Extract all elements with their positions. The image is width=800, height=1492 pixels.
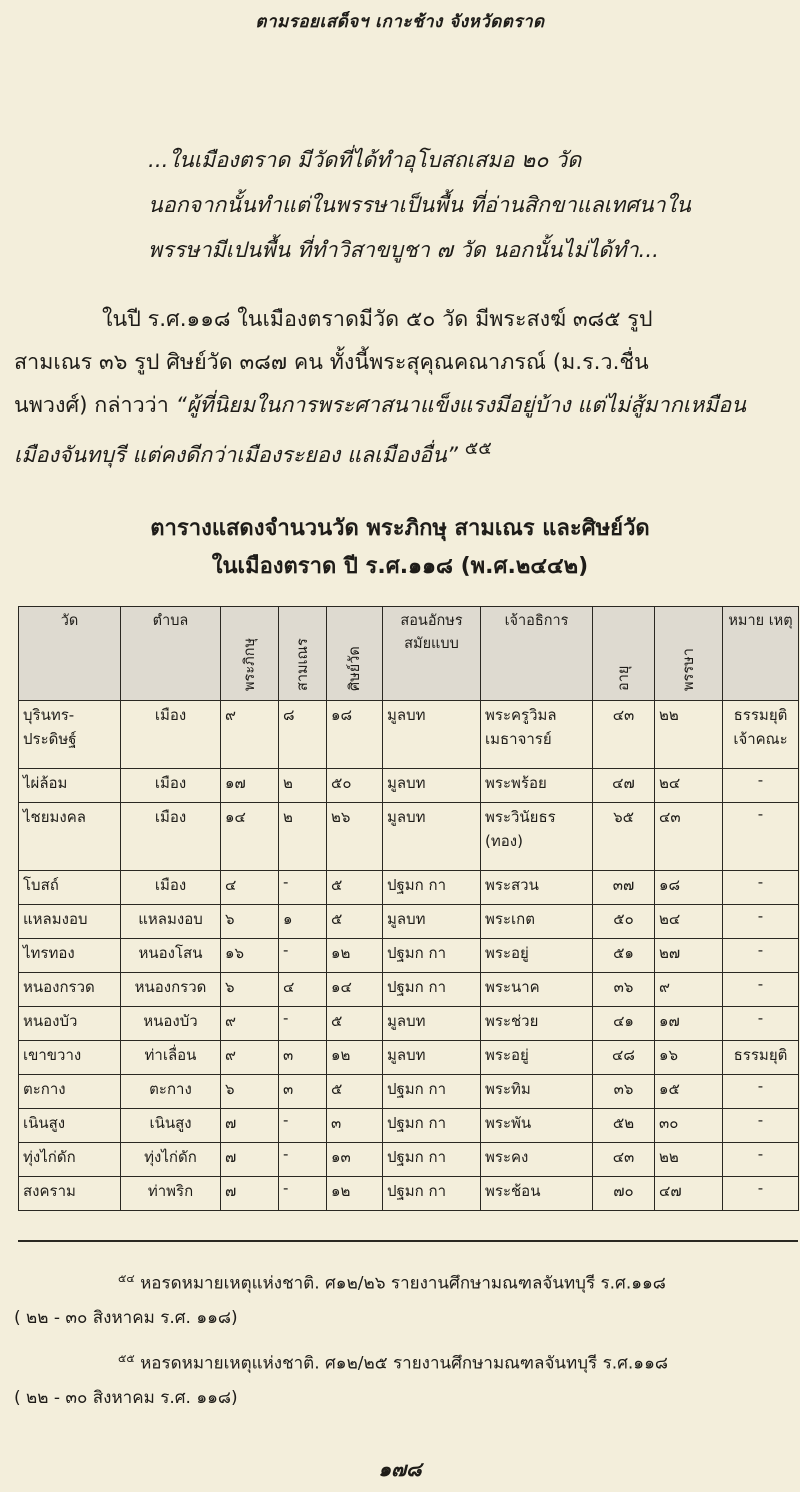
cell-curriculum: มูลบท xyxy=(383,701,481,769)
cell-abbot: พระพร้อย xyxy=(481,769,593,803)
cell-abbot: พระสวน xyxy=(481,871,593,905)
cell-subdistrict: ทุ่งไก่ดัก xyxy=(121,1143,221,1177)
cell-curriculum: ปฐมก กา xyxy=(383,973,481,1007)
cell-novices: ๑ xyxy=(279,905,327,939)
cell-temple: ตะกาง xyxy=(19,1075,121,1109)
quote-line: นอกจากนั้นทำแต่ในพรรษาเป็นพื้น ที่อ่านสิกขาแลเทศนาใน xyxy=(148,193,691,218)
cell-students: ๑๒ xyxy=(327,939,383,973)
cell-temple: หนองบัว xyxy=(19,1007,121,1041)
cell-remark: - xyxy=(723,1143,799,1177)
cell-remark: - xyxy=(723,1109,799,1143)
cell-novices: ๘ xyxy=(279,701,327,769)
cell-temple: ไทรทอง xyxy=(19,939,121,973)
cell-temple: บุรินทร-ประดิษฐ์ xyxy=(19,701,121,769)
cell-curriculum: มูลบท xyxy=(383,769,481,803)
cell-abbot: พระนาค xyxy=(481,973,593,1007)
cell-curriculum: มูลบท xyxy=(383,1041,481,1075)
header-remark: หมาย เหตุ xyxy=(723,607,799,701)
cell-vassa: ๔๗ xyxy=(655,1177,723,1211)
cell-students: ๕ xyxy=(327,871,383,905)
cell-subdistrict: เนินสูง xyxy=(121,1109,221,1143)
temple-table xyxy=(18,606,799,1211)
cell-subdistrict: เมือง xyxy=(121,803,221,871)
cell-monks: ๖ xyxy=(221,905,279,939)
paragraph-text: นพวงศ์) กล่าวว่า xyxy=(14,393,176,418)
cell-abbot: พระช่วย xyxy=(481,1007,593,1041)
quote-line: ...ในเมืองตราด มีวัดที่ได้ทำอุโบสถเสมอ ๒๐ วัด xyxy=(148,148,582,173)
cell-age: ๓๖ xyxy=(593,973,655,1007)
cell-curriculum: ปฐมก กา xyxy=(383,939,481,973)
cell-age: ๔๘ xyxy=(593,1041,655,1075)
cell-age: ๖๕ xyxy=(593,803,655,871)
cell-subdistrict: เมือง xyxy=(121,769,221,803)
footnote-divider xyxy=(18,1240,798,1242)
cell-curriculum: มูลบท xyxy=(383,803,481,871)
cell-novices: ๔ xyxy=(279,973,327,1007)
cell-abbot: พระอยู่ xyxy=(481,1041,593,1075)
cell-age: ๔๑ xyxy=(593,1007,655,1041)
cell-students: ๑๓ xyxy=(327,1143,383,1177)
cell-age: ๓๗ xyxy=(593,871,655,905)
cell-abbot: พระวินัยธร (ทอง) xyxy=(481,803,593,871)
cell-abbot: พระครูวิมลเมธาจารย์ xyxy=(481,701,593,769)
paragraph-line xyxy=(14,427,790,477)
cell-vassa: ๒๒ xyxy=(655,1143,723,1177)
cell-abbot: พระอยู่ xyxy=(481,939,593,973)
table-row xyxy=(19,973,799,1007)
cell-abbot: พระเกต xyxy=(481,905,593,939)
page-number: ๑๗๘ xyxy=(378,1457,422,1481)
cell-monks: ๗ xyxy=(221,1109,279,1143)
cell-remark: - xyxy=(723,973,799,1007)
cell-monks: ๖ xyxy=(221,973,279,1007)
cell-age: ๕๒ xyxy=(593,1109,655,1143)
cell-temple: ไชยมงคล xyxy=(19,803,121,871)
cell-curriculum: ปฐมก กา xyxy=(383,871,481,905)
cell-students: ๕ xyxy=(327,1007,383,1041)
cell-age: ๔๓ xyxy=(593,1143,655,1177)
table-row xyxy=(19,1109,799,1143)
cell-vassa: ๔๓ xyxy=(655,803,723,871)
cell-curriculum: ปฐมก กา xyxy=(383,1143,481,1177)
cell-novices: - xyxy=(279,871,327,905)
cell-monks: ๑๗ xyxy=(221,769,279,803)
paragraph-quote: เมืองจันทบุรี แต่คงดีกว่าเมืองระยอง แลเมืองอื่น” xyxy=(14,443,458,469)
table-row xyxy=(19,701,799,769)
cell-monks: ๙ xyxy=(221,1041,279,1075)
header-monks: พระภิกษุ xyxy=(221,607,279,701)
table-row xyxy=(19,939,799,973)
cell-vassa: ๑๘ xyxy=(655,871,723,905)
cell-remark: - xyxy=(723,1007,799,1041)
cell-remark: - xyxy=(723,769,799,803)
cell-remark: ธรรมยุติ เจ้าคณะ xyxy=(723,701,799,769)
cell-remark: - xyxy=(723,1177,799,1211)
footnote xyxy=(14,1262,794,1335)
cell-vassa: ๑๗ xyxy=(655,1007,723,1041)
body-paragraph xyxy=(14,298,790,477)
cell-vassa: ๒๗ xyxy=(655,939,723,973)
cell-novices: ๓ xyxy=(279,1041,327,1075)
cell-subdistrict: หนองโสน xyxy=(121,939,221,973)
cell-remark: - xyxy=(723,939,799,973)
cell-curriculum: มูลบท xyxy=(383,1007,481,1041)
cell-temple: เนินสูง xyxy=(19,1109,121,1143)
table-row xyxy=(19,1041,799,1075)
cell-monks: ๗ xyxy=(221,1143,279,1177)
header-novices: สามเณร xyxy=(279,607,327,701)
cell-vassa: ๒๔ xyxy=(655,905,723,939)
quote-block xyxy=(148,138,778,273)
table-row xyxy=(19,803,799,871)
table-row xyxy=(19,905,799,939)
cell-age: ๔๗ xyxy=(593,769,655,803)
cell-novices: ๒ xyxy=(279,769,327,803)
header-temple: วัด xyxy=(19,607,121,701)
cell-temple: โบสถ์ xyxy=(19,871,121,905)
cell-monks: ๙ xyxy=(221,701,279,769)
cell-subdistrict: ตะกาง xyxy=(121,1075,221,1109)
cell-vassa: ๑๖ xyxy=(655,1041,723,1075)
table-title xyxy=(0,510,800,586)
cell-students: ๓ xyxy=(327,1109,383,1143)
paragraph-line xyxy=(14,384,790,427)
paragraph-line: สามเณร ๓๖ รูป ศิษย์วัด ๓๘๗ คน ทั้งนี้พระสุคุณคณาภรณ์ (ม.ร.ว.ชื่น xyxy=(14,350,649,375)
cell-students: ๑๘ xyxy=(327,701,383,769)
cell-novices: - xyxy=(279,1143,327,1177)
cell-monks: ๖ xyxy=(221,1075,279,1109)
cell-subdistrict: ท่าเลื่อน xyxy=(121,1041,221,1075)
footnote-ref: ๕๕ xyxy=(464,438,492,459)
header-abbot: เจ้าอธิการ xyxy=(481,607,593,701)
cell-students: ๕ xyxy=(327,1075,383,1109)
cell-vassa: ๓๐ xyxy=(655,1109,723,1143)
cell-abbot: พระทิม xyxy=(481,1075,593,1109)
cell-vassa: ๒๒ xyxy=(655,701,723,769)
cell-temple: สงคราม xyxy=(19,1177,121,1211)
header-students: ศิษย์วัด xyxy=(327,607,383,701)
cell-subdistrict: ท่าพริก xyxy=(121,1177,221,1211)
table-row xyxy=(19,769,799,803)
cell-students: ๒๖ xyxy=(327,803,383,871)
cell-abbot: พระพัน xyxy=(481,1109,593,1143)
paragraph-quote: “ผู้ที่นิยมในการพระศาสนาแข็งแรงมีอยู่บ้าง แต่ไม่สู้มากเหมือน xyxy=(175,393,746,418)
cell-abbot: พระคง xyxy=(481,1143,593,1177)
cell-vassa: ๒๔ xyxy=(655,769,723,803)
table-body xyxy=(19,701,799,1211)
cell-monks: ๑๖ xyxy=(221,939,279,973)
cell-remark: - xyxy=(723,871,799,905)
footnote-text: หอรดหมายเหตุแห่งชาติ. ศ๑๒/๒๕ รายงานศึกษามณฑลจันทบุรี ร.ศ.๑๑๘ xyxy=(140,1353,669,1374)
footnote-mark: ๕๔ xyxy=(118,1272,135,1285)
cell-novices: ๒ xyxy=(279,803,327,871)
cell-subdistrict: หนองบัว xyxy=(121,1007,221,1041)
table-row xyxy=(19,1007,799,1041)
footnote-continuation: ( ๒๒ - ๓๐ สิงหาคม ร.ศ. ๑๑๘) xyxy=(14,1387,238,1408)
table-title-line: ตารางแสดงจำนวนวัด พระภิกษุ สามเณร และศิษย์วัด xyxy=(150,516,650,541)
cell-age: ๓๖ xyxy=(593,1075,655,1109)
cell-students: ๕ xyxy=(327,905,383,939)
cell-novices: ๓ xyxy=(279,1075,327,1109)
running-header: ตามรอยเสด็จฯ เกาะช้าง จังหวัดตราด xyxy=(255,12,545,32)
footnote xyxy=(14,1342,794,1415)
cell-vassa: ๙ xyxy=(655,973,723,1007)
table-row xyxy=(19,1143,799,1177)
table-row xyxy=(19,1075,799,1109)
header-curriculum: สอนอักษร สมัยแบบ xyxy=(383,607,481,701)
cell-age: ๗๐ xyxy=(593,1177,655,1211)
footnote-mark: ๕๕ xyxy=(118,1352,135,1365)
footnote-continuation: ( ๒๒ - ๓๐ สิงหาคม ร.ศ. ๑๑๘) xyxy=(14,1307,238,1328)
quote-line: พรรษามีเปนพื้น ที่ทำวิสาขบูชา ๗ วัด นอกนั้นไม่ได้ทำ... xyxy=(148,238,660,263)
cell-subdistrict: เมือง xyxy=(121,701,221,769)
cell-monks: ๙ xyxy=(221,1007,279,1041)
cell-remark: - xyxy=(723,905,799,939)
header-age: อายุ xyxy=(593,607,655,701)
table-row xyxy=(19,1177,799,1211)
cell-monks: ๑๔ xyxy=(221,803,279,871)
cell-students: ๑๒ xyxy=(327,1041,383,1075)
cell-temple: หนองกรวด xyxy=(19,973,121,1007)
cell-monks: ๔ xyxy=(221,871,279,905)
cell-subdistrict: หนองกรวด xyxy=(121,973,221,1007)
table-header-row xyxy=(19,607,799,701)
cell-abbot: พระช้อน xyxy=(481,1177,593,1211)
footnote-text: หอรดหมายเหตุแห่งชาติ. ศ๑๒/๒๖ รายงานศึกษามณฑลจันทบุรี ร.ศ.๑๑๘ xyxy=(140,1273,666,1294)
cell-temple: ไผ่ล้อม xyxy=(19,769,121,803)
cell-temple: เขาขวาง xyxy=(19,1041,121,1075)
cell-novices: - xyxy=(279,1007,327,1041)
cell-age: ๕๑ xyxy=(593,939,655,973)
cell-temple: แหลมงอบ xyxy=(19,905,121,939)
cell-subdistrict: แหลมงอบ xyxy=(121,905,221,939)
cell-monks: ๗ xyxy=(221,1177,279,1211)
header-vassa: พรรษา xyxy=(655,607,723,701)
cell-students: ๑๒ xyxy=(327,1177,383,1211)
cell-curriculum: ปฐมก กา xyxy=(383,1075,481,1109)
cell-curriculum: มูลบท xyxy=(383,905,481,939)
table-row xyxy=(19,871,799,905)
cell-students: ๑๔ xyxy=(327,973,383,1007)
cell-age: ๔๓ xyxy=(593,701,655,769)
cell-remark: ธรรมยุติ xyxy=(723,1041,799,1075)
cell-curriculum: ปฐมก กา xyxy=(383,1109,481,1143)
cell-subdistrict: เมือง xyxy=(121,871,221,905)
cell-students: ๕๐ xyxy=(327,769,383,803)
table-title-line: ในเมืองตราด ปี ร.ศ.๑๑๘ (พ.ศ.๒๔๔๒) xyxy=(211,554,589,579)
cell-novices: - xyxy=(279,939,327,973)
cell-curriculum: ปฐมก กา xyxy=(383,1177,481,1211)
cell-age: ๕๐ xyxy=(593,905,655,939)
cell-remark: - xyxy=(723,803,799,871)
paragraph-line: ในปี ร.ศ.๑๑๘ ในเมืองตราดมีวัด ๕๐ วัด มีพระสงฆ์ ๓๘๕ รูป xyxy=(102,307,653,332)
cell-novices: - xyxy=(279,1109,327,1143)
cell-novices: - xyxy=(279,1177,327,1211)
cell-temple: ทุ่งไก่ดัก xyxy=(19,1143,121,1177)
cell-vassa: ๑๕ xyxy=(655,1075,723,1109)
cell-remark: - xyxy=(723,1075,799,1109)
header-subdistrict: ตำบล xyxy=(121,607,221,701)
